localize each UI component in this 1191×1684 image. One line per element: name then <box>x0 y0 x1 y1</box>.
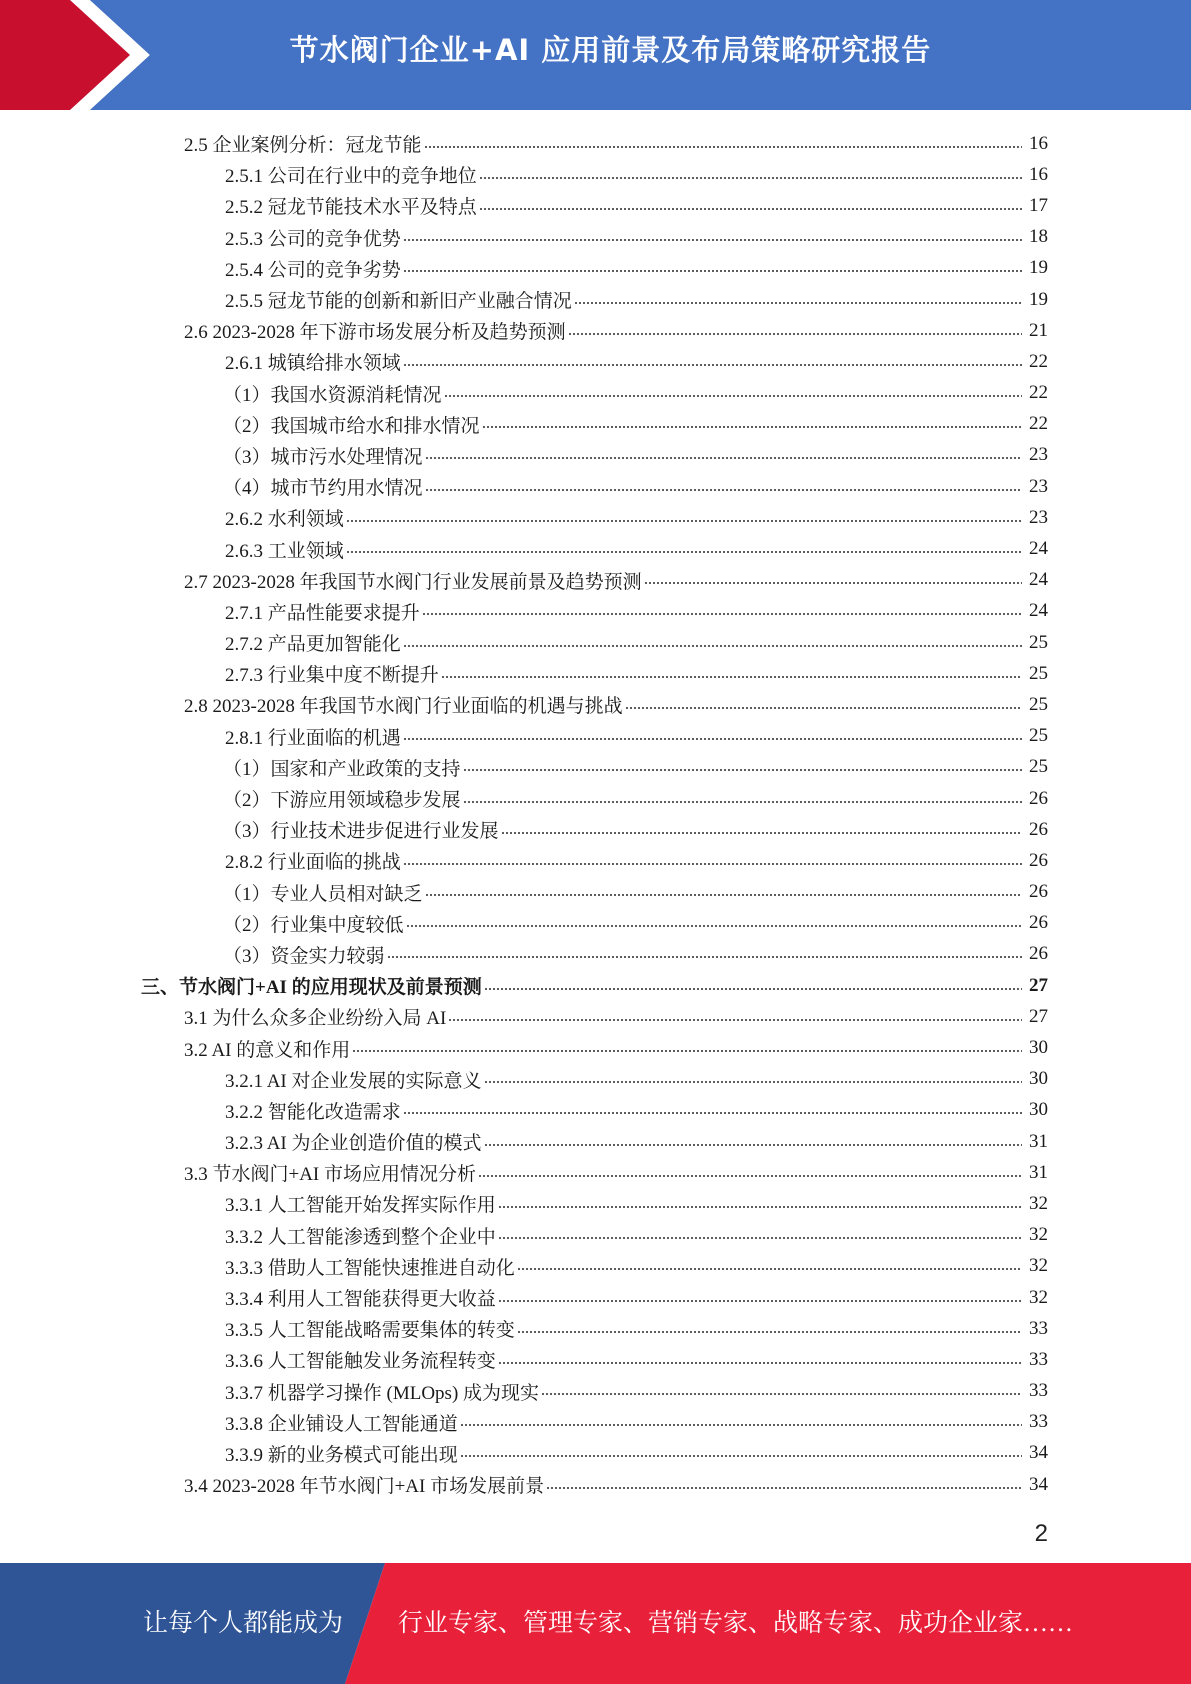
toc-entry-page: 23 <box>1029 475 1048 497</box>
toc-entry-title: （3）城市污水处理情况 <box>223 446 423 468</box>
toc-entry[interactable] <box>225 253 1048 284</box>
toc-entry[interactable] <box>225 502 1048 533</box>
toc-entry-title: 2.6 2023-2028 年下游市场发展分析及趋势预测 <box>184 322 566 344</box>
toc-entry-page: 25 <box>1029 693 1048 715</box>
toc-entry[interactable] <box>225 1095 1048 1126</box>
toc-entry-title: （2）下游应用领域稳步发展 <box>223 790 461 812</box>
toc-entry-page: 26 <box>1029 881 1048 903</box>
toc-dot-leader <box>517 1323 1022 1341</box>
page-number: 2 <box>1034 1520 1048 1547</box>
toc-entry[interactable] <box>223 877 1048 908</box>
toc-entry-title: （1）专业人员相对缺乏 <box>223 883 423 905</box>
toc-entry[interactable] <box>184 128 1048 159</box>
toc-entry-title: （1）国家和产业政策的支持 <box>223 758 461 780</box>
toc-entry[interactable] <box>223 908 1048 939</box>
toc-dot-leader <box>403 730 1022 748</box>
toc-dot-leader <box>346 543 1022 561</box>
toc-entry[interactable] <box>225 1313 1048 1344</box>
toc-entry[interactable] <box>225 222 1048 253</box>
toc-entry-title: （2）我国城市给水和排水情况 <box>223 415 480 437</box>
toc-entry[interactable] <box>184 565 1048 596</box>
toc-dot-leader <box>541 1385 1022 1403</box>
toc-entry[interactable] <box>225 1407 1048 1438</box>
footer-slogan-left: 让每个人都能成为 <box>143 1610 344 1637</box>
toc-entry[interactable] <box>225 1282 1048 1313</box>
toc-entry-page: 33 <box>1029 1348 1048 1370</box>
toc-entry-title: 3.3.4 利用人工智能获得更大收益 <box>225 1289 496 1311</box>
toc-dot-leader <box>403 855 1022 873</box>
toc-entry-page: 23 <box>1029 444 1048 466</box>
toc-entry[interactable] <box>223 814 1048 845</box>
toc-entry-page: 19 <box>1029 288 1048 310</box>
toc-entry[interactable] <box>223 440 1048 471</box>
toc-entry-page: 30 <box>1029 1099 1048 1121</box>
toc-entry[interactable] <box>225 1438 1048 1469</box>
toc-entry-page: 34 <box>1029 1442 1048 1464</box>
toc-dot-leader <box>425 886 1022 904</box>
toc-entry-page: 22 <box>1029 350 1048 372</box>
toc-entry[interactable] <box>223 752 1048 783</box>
toc-entry[interactable] <box>225 658 1048 689</box>
toc-entry-page: 32 <box>1029 1286 1048 1308</box>
toc-entry[interactable] <box>184 1469 1048 1500</box>
toc-entry-title: 3.3.2 人工智能渗透到整个企业中 <box>225 1226 496 1248</box>
toc-entry[interactable] <box>225 1344 1048 1375</box>
toc-entry-title: 3.3.3 借助人工智能快速推进自动化 <box>225 1257 515 1279</box>
toc-entry-title: 2.5 企业案例分析：冠龙节能 <box>184 135 422 157</box>
toc-entry-title: （1）我国水资源消耗情况 <box>223 384 442 406</box>
toc-dot-leader <box>460 1416 1022 1434</box>
toc-dot-leader <box>479 200 1022 218</box>
toc-entry-page: 25 <box>1029 725 1048 747</box>
toc-entry-page: 26 <box>1029 849 1048 871</box>
toc-entry-page: 31 <box>1029 1161 1048 1183</box>
toc-entry-title: 2.6.3 工业领域 <box>225 540 344 562</box>
report-footer <box>0 1563 1191 1684</box>
toc-entry-page: 33 <box>1029 1317 1048 1339</box>
toc-entry-page: 26 <box>1029 818 1048 840</box>
toc-entry[interactable] <box>223 939 1048 970</box>
table-of-contents <box>0 128 1191 1500</box>
toc-dot-leader <box>484 1136 1022 1154</box>
toc-entry[interactable] <box>184 1157 1048 1188</box>
toc-entry-title: （3）行业技术进步促进行业发展 <box>223 821 499 843</box>
toc-entry-title: 2.7 2023-2028 年我国节水阀门行业发展前景及趋势预测 <box>184 571 642 593</box>
report-header <box>0 0 1191 110</box>
toc-dot-leader <box>448 1011 1022 1029</box>
toc-entry-title: （3）资金实力较弱 <box>223 945 385 967</box>
toc-dot-leader <box>403 231 1022 249</box>
toc-dot-leader <box>403 637 1022 655</box>
toc-entry[interactable] <box>225 284 1048 315</box>
toc-entry-title: （4）城市节约用水情况 <box>223 478 423 500</box>
toc-entry-page: 25 <box>1029 756 1048 778</box>
toc-dot-leader <box>441 668 1022 686</box>
report-title: 节水阀门企业+AI 应用前景及布局策略研究报告 <box>289 33 932 67</box>
toc-entry-page: 26 <box>1029 943 1048 965</box>
toc-entry-page: 25 <box>1029 631 1048 653</box>
toc-dot-leader <box>403 356 1022 374</box>
toc-entry-page: 19 <box>1029 257 1048 279</box>
toc-entry-title: 2.6.1 城镇给排水领域 <box>225 353 401 375</box>
toc-entry-page: 33 <box>1029 1411 1048 1433</box>
toc-entry[interactable] <box>225 1188 1048 1219</box>
toc-entry-title: 2.5.3 公司的竞争优势 <box>225 228 401 250</box>
toc-entry-title: 2.6.2 水利领域 <box>225 509 344 531</box>
toc-dot-leader <box>498 1198 1022 1216</box>
toc-dot-leader <box>387 948 1022 966</box>
toc-entry[interactable] <box>225 1064 1048 1095</box>
toc-entry-page: 24 <box>1029 600 1048 622</box>
toc-dot-leader <box>498 1354 1022 1372</box>
toc-entry-page: 24 <box>1029 538 1048 560</box>
toc-dot-leader <box>422 605 1022 623</box>
toc-dot-leader <box>346 512 1022 530</box>
toc-dot-leader <box>501 824 1022 842</box>
toc-dot-leader <box>482 418 1022 436</box>
toc-entry-page: 26 <box>1029 787 1048 809</box>
toc-entry-title: （2）行业集中度较低 <box>223 914 404 936</box>
toc-entry-title: 3.3 节水阀门+AI 市场应用情况分析 <box>184 1164 477 1186</box>
toc-entry-title: 3.2.2 智能化改造需求 <box>225 1101 401 1123</box>
toc-dot-leader <box>478 1167 1022 1185</box>
toc-entry-title: 3.3.6 人工智能触发业务流程转变 <box>225 1351 496 1373</box>
toc-entry-title: 3.2 AI 的意义和作用 <box>184 1039 351 1061</box>
toc-entry-title: 2.7.3 行业集中度不断提升 <box>225 665 439 687</box>
toc-dot-leader <box>644 574 1022 592</box>
toc-entry-title: 3.3.7 机器学习操作 (MLOps) 成为现实 <box>225 1382 540 1404</box>
toc-entry[interactable] <box>225 1220 1048 1251</box>
toc-entry-title: 3.1 为什么众多企业纷纷入局 AI <box>184 1008 447 1030</box>
toc-dot-leader <box>498 1229 1022 1247</box>
toc-dot-leader <box>625 699 1022 717</box>
toc-dot-leader <box>403 1104 1022 1122</box>
toc-entry[interactable] <box>141 970 1048 1001</box>
toc-entry-title: 2.8.1 行业面临的机遇 <box>225 727 401 749</box>
toc-entry[interactable] <box>225 346 1048 377</box>
toc-entry-title: 3.3.5 人工智能战略需要集体的转变 <box>225 1320 515 1342</box>
toc-entry-page: 17 <box>1029 194 1048 216</box>
footer-slogan-right: 行业专家、管理专家、营销专家、战略专家、成功企业家…… <box>398 1610 1074 1637</box>
toc-entry[interactable] <box>223 378 1048 409</box>
toc-dot-leader <box>424 138 1022 156</box>
toc-entry-page: 25 <box>1029 662 1048 684</box>
toc-entry[interactable] <box>225 159 1048 190</box>
toc-dot-leader <box>546 1479 1022 1497</box>
toc-entry-title: 3.2.1 AI 对企业发展的实际意义 <box>225 1070 482 1092</box>
toc-entry-title: 2.8 2023-2028 年我国节水阀门行业面临的机遇与挑战 <box>184 696 623 718</box>
toc-entry-title: 2.5.1 公司在行业中的竞争地位 <box>225 166 477 188</box>
toc-dot-leader <box>463 761 1022 779</box>
toc-dot-leader <box>425 481 1022 499</box>
toc-entry-page: 22 <box>1029 413 1048 435</box>
toc-entry[interactable] <box>225 533 1048 564</box>
toc-entry[interactable] <box>223 471 1048 502</box>
toc-entry-page: 31 <box>1029 1130 1048 1152</box>
toc-entry[interactable] <box>223 783 1048 814</box>
toc-dot-leader <box>352 1042 1022 1060</box>
toc-entry[interactable] <box>184 689 1048 720</box>
toc-entry-page: 22 <box>1029 382 1048 404</box>
toc-entry-title: 2.5.2 冠龙节能技术水平及特点 <box>225 197 477 219</box>
toc-entry[interactable] <box>225 1126 1048 1157</box>
toc-entry-page: 26 <box>1029 912 1048 934</box>
toc-entry[interactable] <box>225 190 1048 221</box>
toc-dot-leader <box>460 1447 1022 1465</box>
toc-entry-page: 32 <box>1029 1224 1048 1246</box>
toc-entry-title: 3.2.3 AI 为企业创造价值的模式 <box>225 1133 482 1155</box>
toc-entry-page: 32 <box>1029 1192 1048 1214</box>
toc-entry[interactable] <box>225 596 1048 627</box>
toc-dot-leader <box>403 262 1022 280</box>
toc-dot-leader <box>484 1073 1022 1091</box>
toc-entry-title: 2.7.1 产品性能要求提升 <box>225 602 420 624</box>
toc-entry-title: 2.5.4 公司的竞争劣势 <box>225 259 401 281</box>
toc-entry-page: 24 <box>1029 569 1048 591</box>
toc-entry[interactable] <box>223 409 1048 440</box>
toc-dot-leader <box>574 294 1022 312</box>
toc-entry-title: 三、节水阀门+AI 的应用现状及前景预测 <box>141 977 482 999</box>
toc-entry-title: 2.8.2 行业面临的挑战 <box>225 852 401 874</box>
toc-entry-page: 18 <box>1029 226 1048 248</box>
toc-dot-leader <box>425 449 1022 467</box>
toc-entry[interactable] <box>225 721 1048 752</box>
toc-dot-leader <box>517 1260 1022 1278</box>
toc-dot-leader <box>463 793 1022 811</box>
toc-entry-page: 27 <box>1029 974 1048 996</box>
toc-entry-title: 2.7.2 产品更加智能化 <box>225 634 401 656</box>
toc-entry-page: 27 <box>1029 1005 1048 1027</box>
toc-entry-title: 3.3.9 新的业务模式可能出现 <box>225 1444 458 1466</box>
toc-dot-leader <box>444 387 1022 405</box>
toc-entry-page: 23 <box>1029 506 1048 528</box>
toc-entry-title: 3.3.8 企业铺设人工智能通道 <box>225 1413 458 1435</box>
toc-entry[interactable] <box>184 1001 1048 1032</box>
toc-dot-leader <box>479 169 1022 187</box>
toc-dot-leader <box>498 1292 1022 1310</box>
toc-entry-page: 30 <box>1029 1068 1048 1090</box>
toc-dot-leader <box>484 980 1022 998</box>
toc-entry-page: 30 <box>1029 1037 1048 1059</box>
toc-entry-page: 16 <box>1029 163 1048 185</box>
toc-entry[interactable] <box>184 315 1048 346</box>
toc-entry-page: 21 <box>1029 319 1048 341</box>
toc-entry[interactable] <box>225 1251 1048 1282</box>
toc-entry-title: 3.4 2023-2028 年节水阀门+AI 市场发展前景 <box>184 1476 545 1498</box>
toc-entry[interactable] <box>225 845 1048 876</box>
toc-entry-page: 16 <box>1029 132 1048 154</box>
toc-entry-title: 3.3.1 人工智能开始发挥实际作用 <box>225 1195 496 1217</box>
toc-entry-page: 33 <box>1029 1380 1048 1402</box>
toc-dot-leader <box>406 917 1022 935</box>
toc-entry-page: 32 <box>1029 1255 1048 1277</box>
toc-entry-page: 34 <box>1029 1473 1048 1495</box>
toc-entry[interactable] <box>184 1032 1048 1063</box>
toc-entry[interactable] <box>225 1376 1048 1407</box>
toc-entry-title: 2.5.5 冠龙节能的创新和新旧产业融合情况 <box>225 291 572 313</box>
toc-entry[interactable] <box>225 627 1048 658</box>
toc-dot-leader <box>568 325 1022 343</box>
